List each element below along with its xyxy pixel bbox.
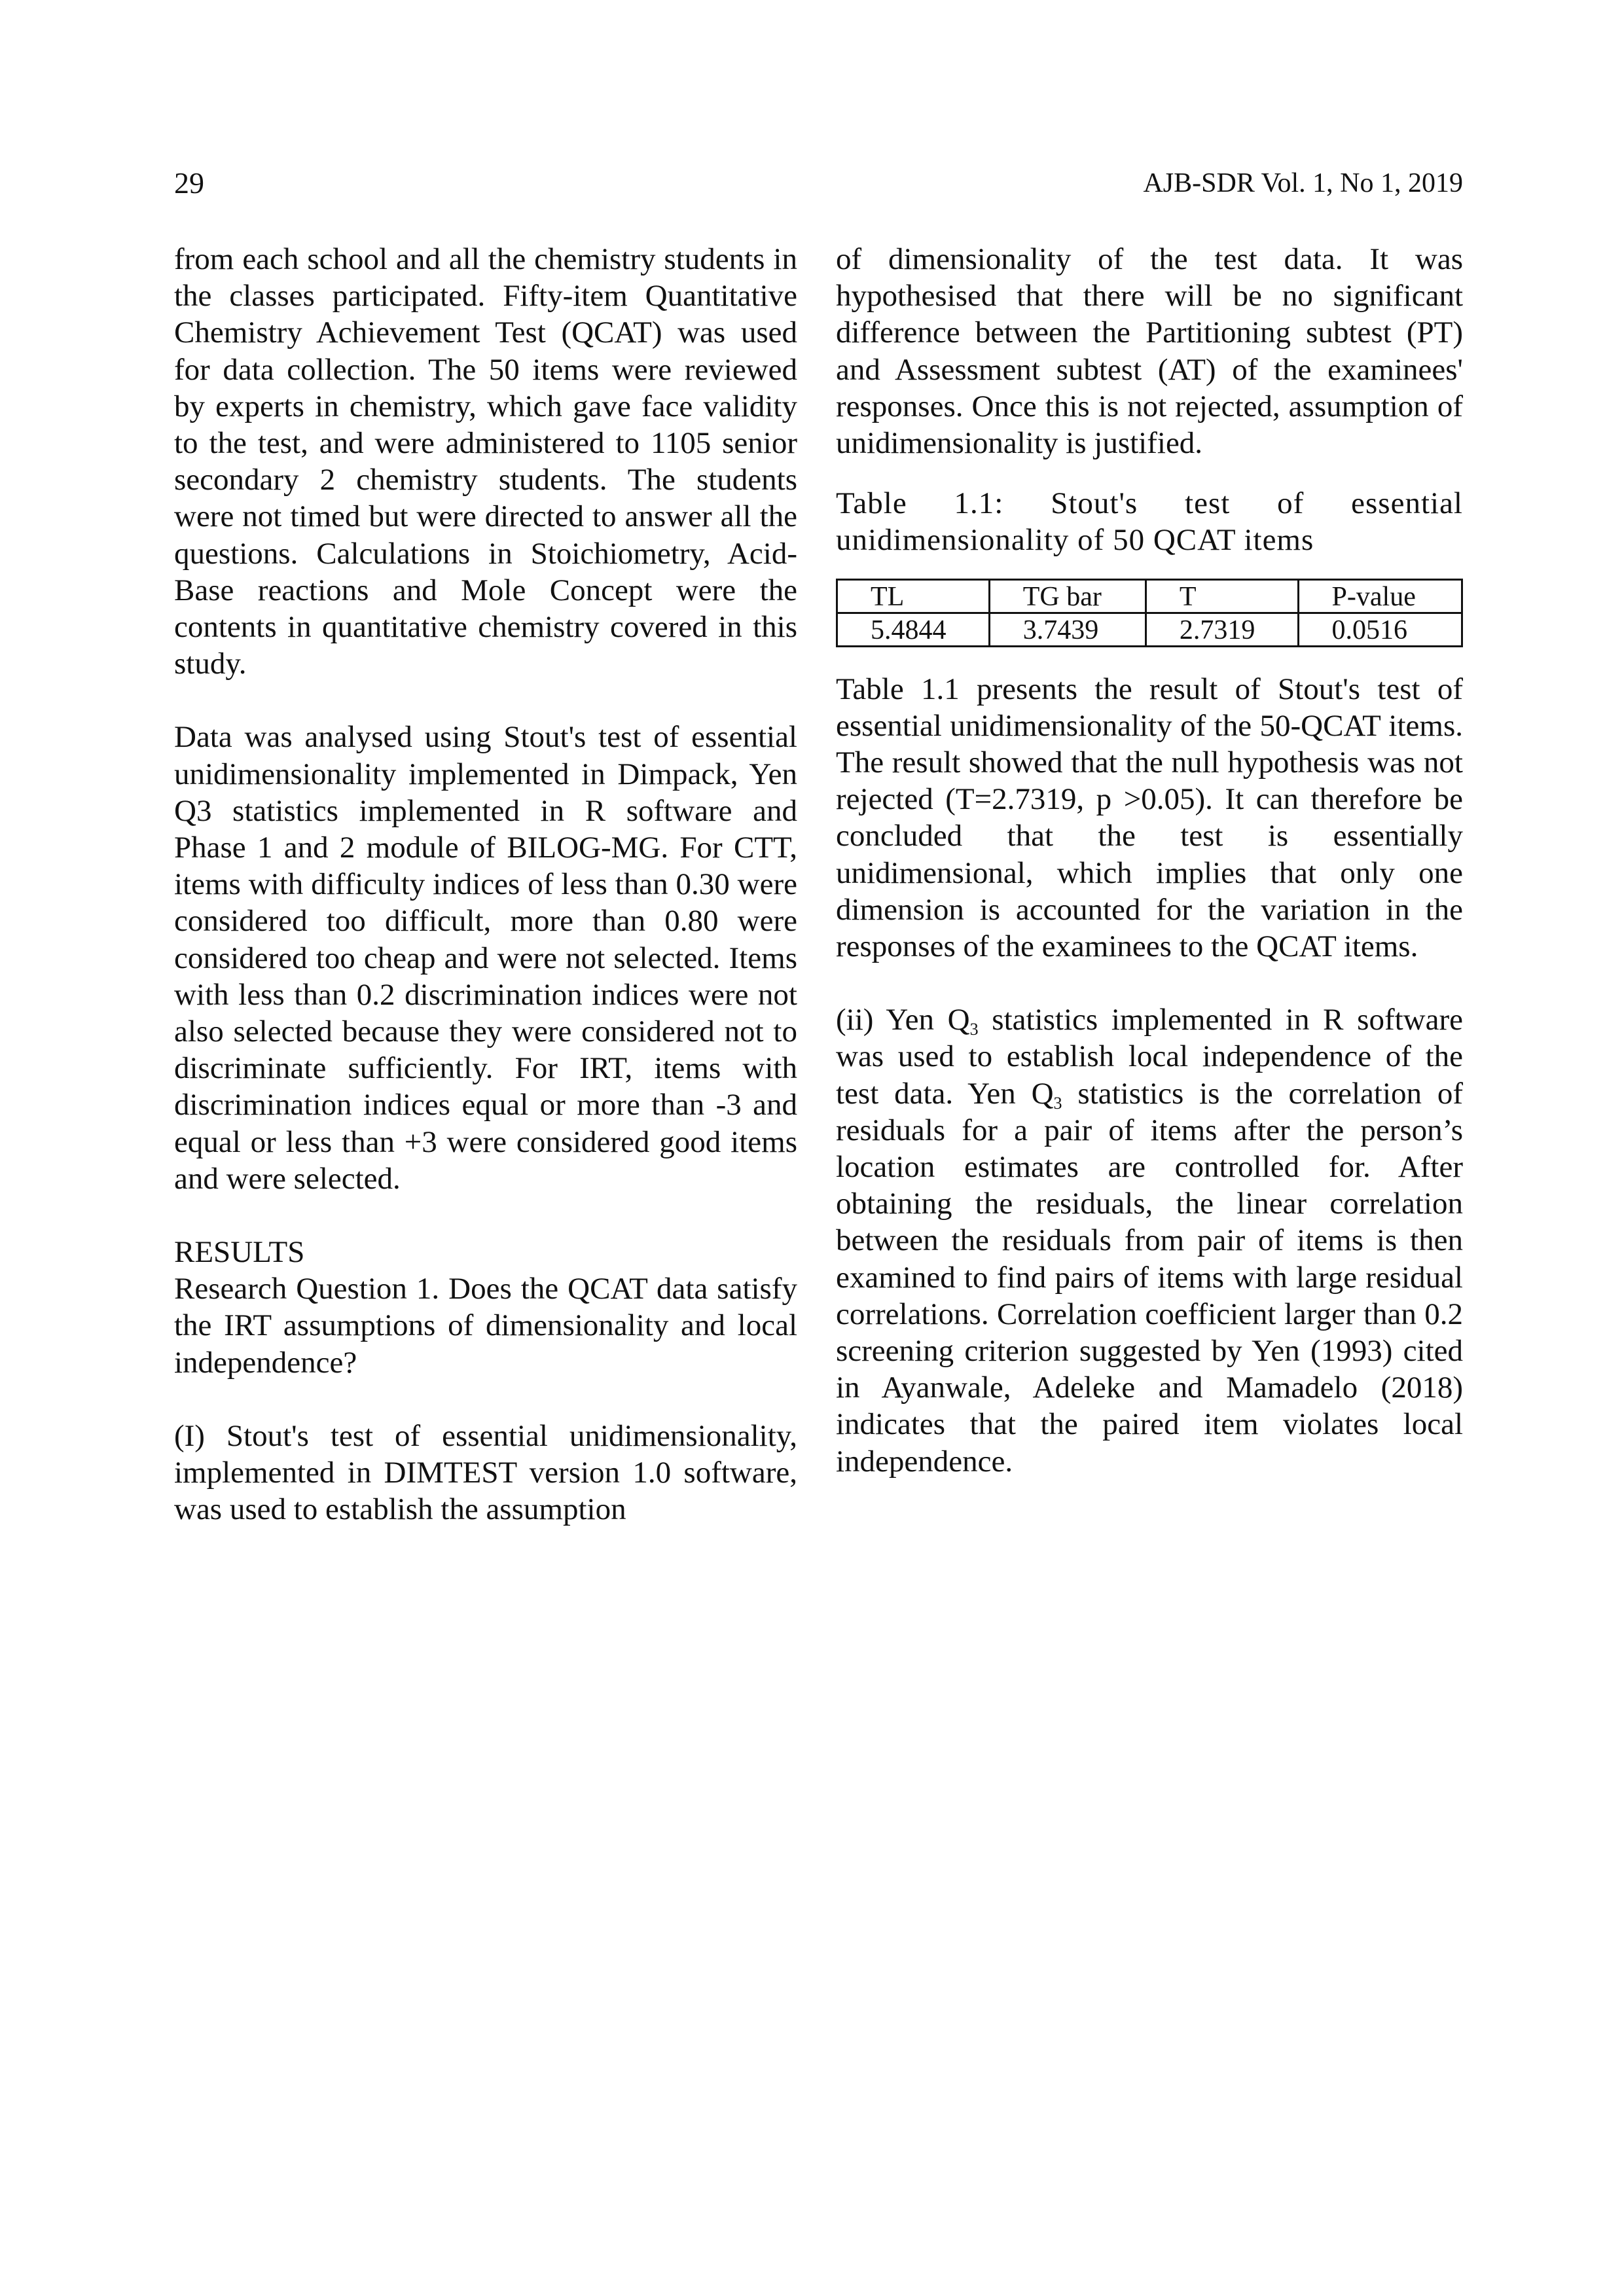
- subscript: 3: [969, 1020, 979, 1039]
- table-row: [837, 613, 1462, 646]
- subscript: 3: [1053, 1093, 1062, 1113]
- table-caption: Table 1.1: Stout's test of essential unidimensionality of 50 QCAT items: [836, 486, 1463, 558]
- journal-running-header: AJB-SDR Vol. 1, No 1, 2019: [1143, 168, 1463, 198]
- research-question-1: Research Question 1. Does the QCAT data satisfy the IRT assumptions of dimensionality and local independence?: [174, 1272, 797, 1380]
- table-header-cell: TG bar: [989, 579, 1146, 613]
- table-cell: 5.4844: [837, 613, 990, 646]
- dimensionality-paragraph: of dimensionality of the test data. It was hypothesised that there will be no significant difference between the Partitioning subtest (PT) and Assessment subtest (AT) of the examinees' responses. Once this is not rejected, assumption of unidimensionality is justified.: [836, 242, 1463, 461]
- table-cell: 3.7439: [989, 613, 1146, 646]
- table-header-cell: P-value: [1298, 579, 1462, 613]
- stout-test-paragraph: (I) Stout's test of essential unidimensionality, implemented in DIMTEST version 1.0 software, was used to establish the assumption: [174, 1418, 797, 1527]
- right-column: [836, 241, 1463, 1480]
- page-number: 29: [174, 166, 204, 200]
- table-cell: 2.7319: [1146, 613, 1298, 646]
- methods-paragraph: from each school and all the chemistry students in the classes participated. Fifty-item Quantitative Chemistry Achievement Test (QCAT) was used for data collection. The 50 items were reviewed by experts in chemistry, which gave face validity to the test, and were administered to 1105 senior secondary 2 chemistry students. The students were not timed but were directed to answer all the questions. Calculations in Stoichiometry, Acid-Base reactions and Mole Concept were the contents in quantitative chemistry covered in this study.: [174, 242, 797, 681]
- yen-q3-paragraph: [836, 1001, 1463, 1480]
- left-column: [174, 241, 797, 1528]
- table-header-cell: T: [1146, 579, 1298, 613]
- analysis-paragraph: Data was analysed using Stout's test of essential unidimensionality implemented in Dimpack, Yen Q3 statistics implemented in R software and Phase 1 and 2 module of BILOG-MG. For CTT, items with difficulty indices of less than 0.30 were considered too difficult, more than 0.80 were considered too cheap and were not selected. Items with less than 0.2 discrimination indices were not also selected because they were considered not to discriminate sufficiently. For IRT, items with discrimination indices equal or more than -3 and equal or less than +3 were considered good items and were selected.: [174, 720, 797, 1196]
- table-header-row: [837, 579, 1462, 613]
- yen-q3-text: statistics implemented in R software was used to establish local independence of the test data. Yen Q: [836, 1003, 1463, 1111]
- table-interpretation-paragraph: Table 1.1 presents the result of Stout's test of essential unidimensionality of the 50-QCAT items. The result showed that the null hypothesis was not rejected (T=2.7319, p >0.05). It can therefore be concluded that the test is essentially unidimensional, which implies that only one dimension is accounted for the variation in the responses of the examinees to the QCAT items.: [836, 672, 1463, 964]
- table-cell: 0.0516: [1298, 613, 1462, 646]
- table-header-cell: TL: [837, 579, 990, 613]
- stout-test-table: [836, 579, 1463, 647]
- yen-q3-text: (ii) Yen Q: [836, 1003, 970, 1037]
- yen-q3-text: statistics is the correlation of residuals for a pair of items after the person’s location estimates are controlled for. After obtaining the residuals, the linear correlation between the residuals from pair of items is then examined to find pairs of items with large residual correlations. Correlation coefficient larger than 0.2 screening criterion suggested by Yen (1993) cited in Ayanwale, Adeleke and Mamadelo (2018) indicates that the paired item violates local independence.: [836, 1076, 1463, 1479]
- results-heading: RESULTS: [174, 1235, 305, 1270]
